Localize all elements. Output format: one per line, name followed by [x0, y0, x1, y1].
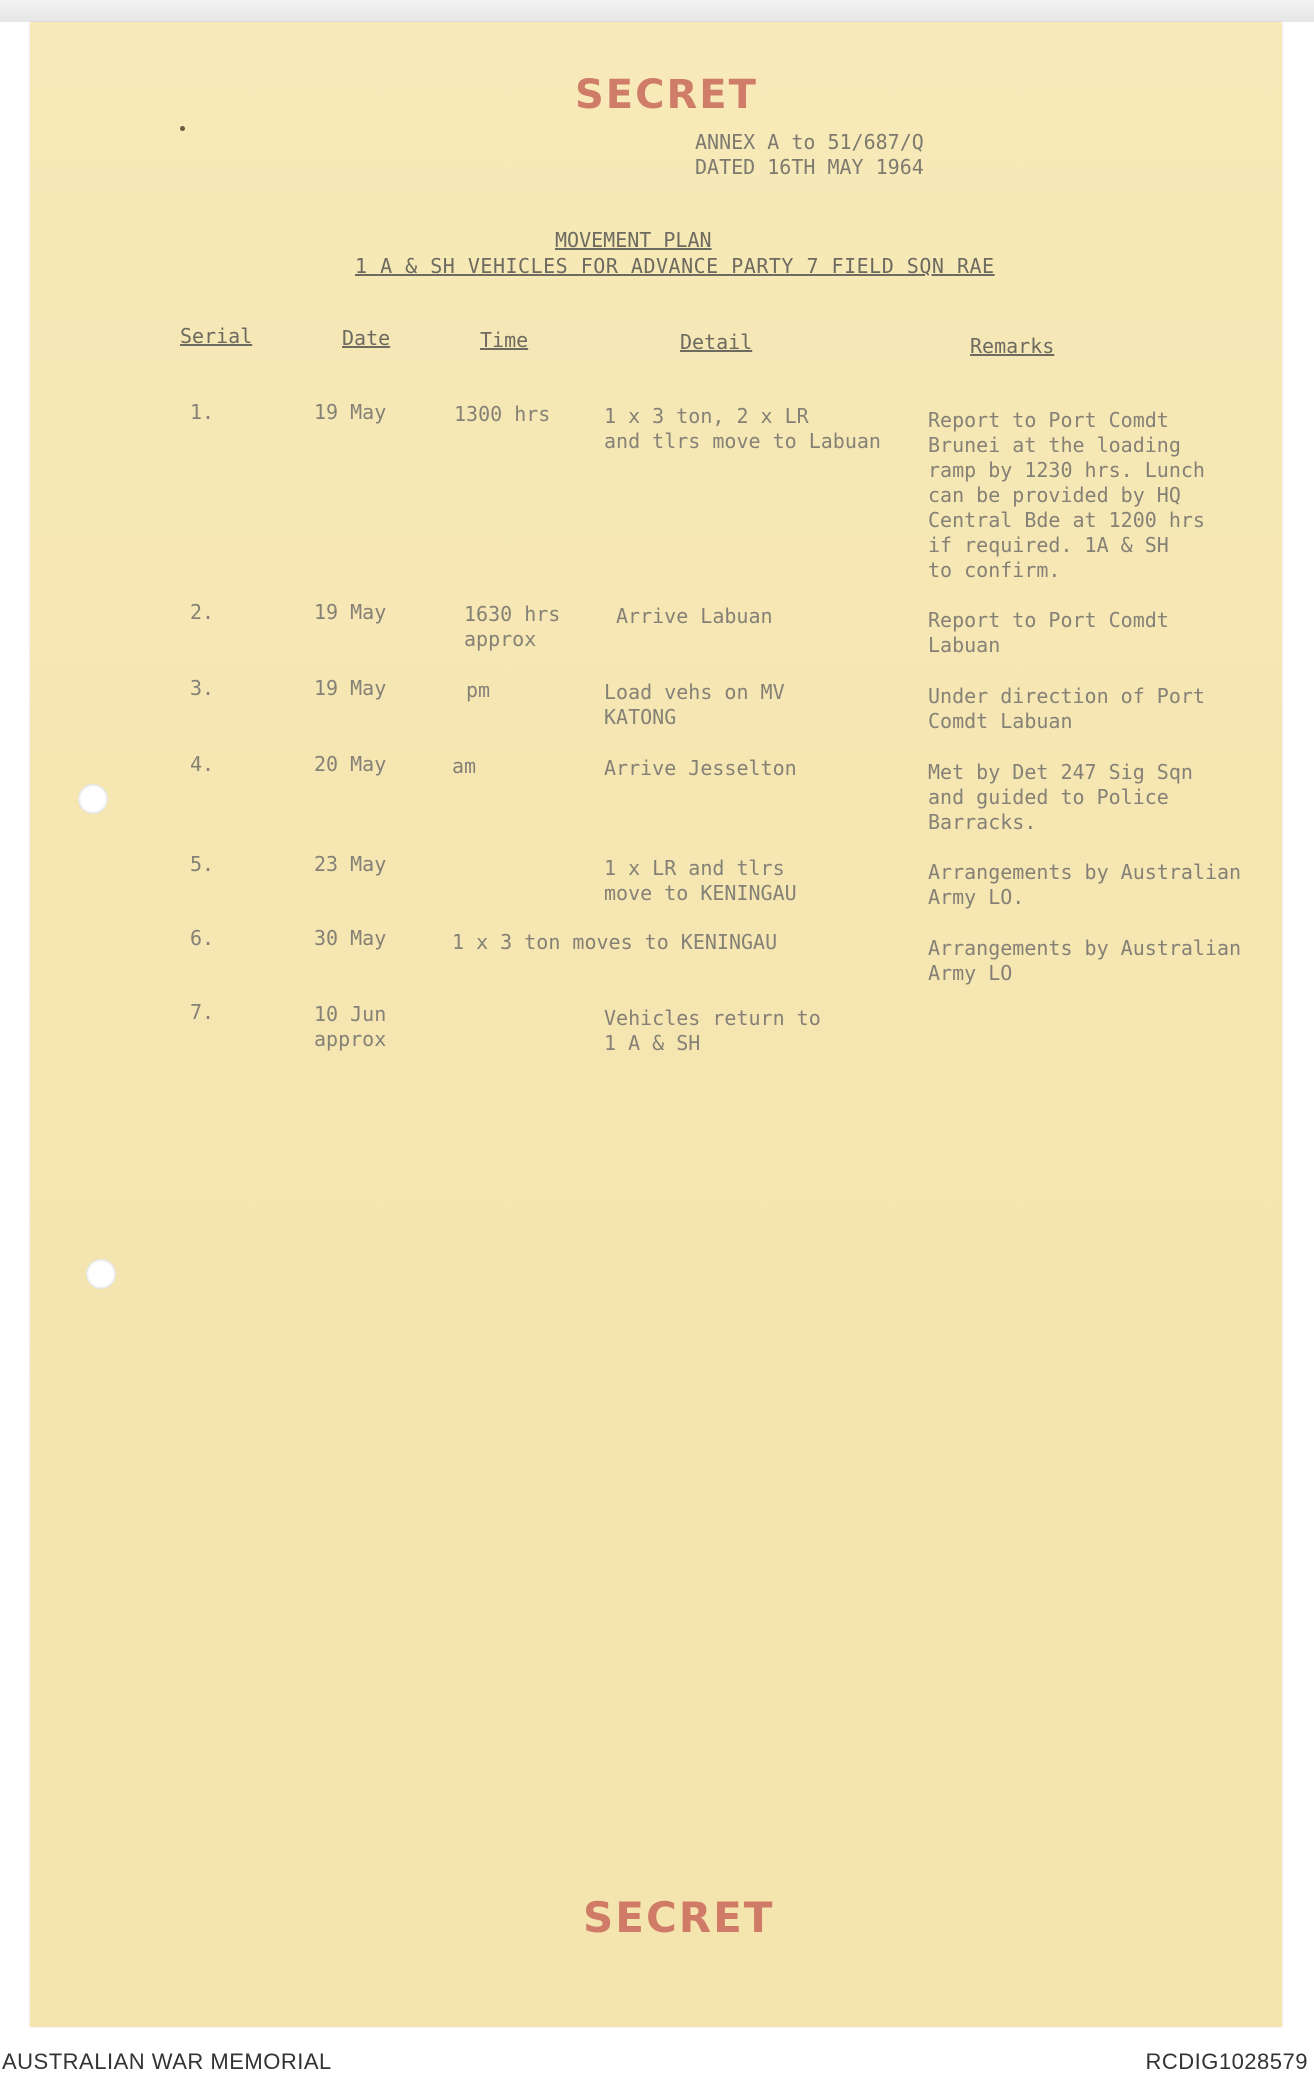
row-2-time: 1630 hrs approx: [464, 602, 561, 651]
row-5-remarks: Arrangements by Australian Army LO.: [928, 860, 1242, 909]
row-6-remarks: Arrangements by Australian Army LO: [928, 936, 1242, 985]
reference-line-2: DATED 16TH MAY 1964: [695, 155, 924, 179]
column-header-date: Date: [342, 326, 391, 350]
secret-stamp-top: SECRET: [575, 72, 758, 118]
row-7-serial: 7.: [190, 1000, 215, 1024]
row-1-time: 1300 hrs: [454, 402, 551, 426]
row-3-serial: 3.: [190, 676, 215, 700]
row-2-date: 19 May: [314, 600, 387, 624]
column-header-serial: Serial: [180, 324, 253, 348]
column-header-detail: Detail: [680, 330, 753, 354]
row-5-serial: 5.: [190, 852, 215, 876]
row-5-date: 23 May: [314, 852, 387, 876]
row-2-serial: 2.: [190, 600, 215, 624]
row-6-serial: 6.: [190, 926, 215, 950]
scan-top-edge: [0, 0, 1314, 22]
row-1-serial: 1.: [190, 400, 215, 424]
row-3-detail: Load vehs on MV KATONG: [604, 680, 785, 729]
row-7-detail: Vehicles return to 1 A & SH: [604, 1006, 821, 1055]
row-2-detail: Arrive Labuan: [616, 604, 773, 628]
reference-line-1: ANNEX A to 51/687/Q: [695, 130, 924, 154]
punch-hole-lower: [86, 1259, 116, 1289]
annex-reference: [695, 130, 924, 180]
row-4-time: am: [452, 754, 477, 778]
row-3-time: pm: [466, 678, 491, 702]
document-title: MOVEMENT PLAN: [555, 228, 712, 252]
document-subtitle: 1 A & SH VEHICLES FOR ADVANCE PARTY 7 FIELD SQN RAE: [355, 254, 995, 278]
row-5-detail: 1 x LR and tlrs move to KENINGAU: [604, 856, 797, 905]
row-7-date: 10 Jun approx: [314, 1002, 387, 1051]
row-2-remarks: Report to Port Comdt Labuan: [928, 608, 1169, 657]
row-3-date: 19 May: [314, 676, 387, 700]
row-6-date: 30 May: [314, 926, 387, 950]
row-1-detail: 1 x 3 ton, 2 x LR and tlrs move to Labuan: [604, 404, 881, 453]
row-4-detail: Arrive Jesselton: [604, 756, 797, 780]
row-3-remarks: Under direction of Port Comdt Labuan: [928, 684, 1205, 733]
row-4-serial: 4.: [190, 752, 215, 776]
footer-source-label: AUSTRALIAN WAR MEMORIAL: [2, 2049, 332, 2074]
column-header-remarks: Remarks: [970, 334, 1055, 358]
row-1-date: 19 May: [314, 400, 387, 424]
secret-stamp-bottom: SECRET: [583, 1893, 775, 1942]
row-1-remarks: Report to Port Comdt Brunei at the loading ramp by 1230 hrs. Lunch can be provided by HQ Central Bde at 1200 hrs if required. 1A & SH to confirm.: [928, 408, 1205, 582]
paper-blemish: [180, 126, 185, 131]
footer-record-id: RCDIG1028579: [1145, 2049, 1308, 2074]
row-6-time: 1 x 3 ton moves to KENINGAU: [452, 930, 778, 954]
row-4-date: 20 May: [314, 752, 387, 776]
column-header-time: Time: [480, 328, 529, 352]
punch-hole-upper: [78, 784, 108, 814]
row-4-remarks: Met by Det 247 Sig Sqn and guided to Police Barracks.: [928, 760, 1193, 834]
